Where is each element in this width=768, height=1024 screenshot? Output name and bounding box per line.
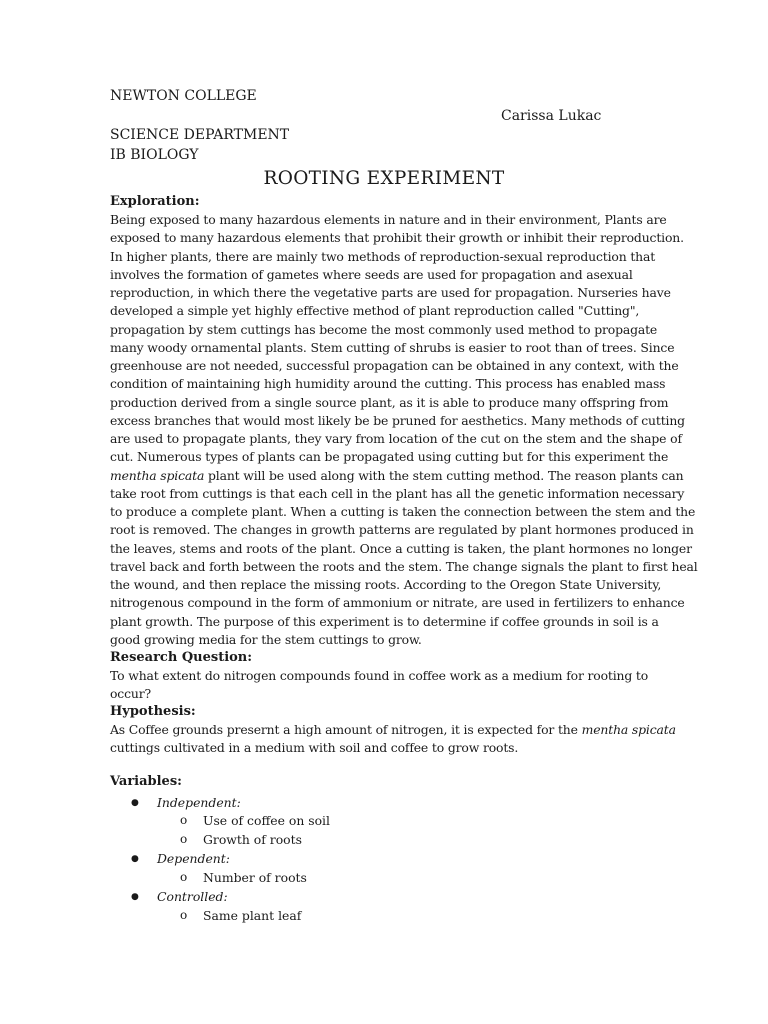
document-title: ROOTING EXPERIMENT — [263, 168, 505, 189]
exploration-line: plant growth. The purpose of this experiment is to determine if coffee grounds in soil is a — [110, 613, 659, 629]
exploration-line-text: plant will be used along with the stem cutting method. The reason plants can — [208, 467, 684, 483]
sub-bullet-icon: o — [180, 908, 188, 922]
hypothesis-species-italic: mentha spicata — [581, 722, 676, 737]
course-name: IB BIOLOGY — [110, 147, 199, 163]
hypothesis-line: cuttings cultivated in a medium with soil and coffee to grow roots. — [110, 740, 519, 756]
exploration-line: cut. Numerous types of plants can be propagated using cutting but for this experiment the — [110, 449, 669, 465]
exploration-line: greenhouse are not needed, successful propagation can be obtained in any context, with the — [110, 358, 679, 373]
controlled-item: Same plant leaf — [203, 908, 302, 923]
bullet-icon: ● — [131, 854, 139, 864]
bullet-icon: ● — [131, 798, 139, 808]
exploration-line: many woody ornamental plants. Stem cutting of shrubs is easier to root than of trees. Since — [110, 339, 675, 355]
dependent-item: Number of roots — [203, 870, 307, 885]
exploration-line: good growing media for the stem cuttings to grow. — [110, 631, 422, 647]
exploration-line: condition of maintaining high humidity around the cutting. This process has enabled mass — [110, 376, 666, 392]
exploration-line: nitrogenous compound in the form of ammonium or nitrate, are used in fertilizers to enhance — [110, 595, 685, 611]
hypothesis-line — [110, 721, 676, 739]
exploration-line: Being exposed to many hazardous elements in nature and in their environment, Plants are — [110, 212, 667, 227]
exploration-line: travel back and forth between the roots and the stem. The change signals the plant to first heal — [110, 558, 698, 574]
sub-bullet-icon: o — [180, 832, 188, 846]
dependent-label: Dependent: — [157, 851, 230, 866]
independent-item: Growth of roots — [203, 832, 302, 847]
research-question-body — [110, 667, 670, 704]
author-name: Carissa Lukac — [501, 108, 602, 124]
research-question-line: To what extent do nitrogen compounds found in coffee work as a medium for rooting to — [110, 668, 649, 683]
department-name: SCIENCE DEPARTMENT — [110, 127, 290, 143]
exploration-heading: Exploration: — [110, 194, 200, 209]
exploration-line: to produce a complete plant. When a cutting is taken the connection between the stem and the — [110, 504, 696, 519]
exploration-line: excess branches that would most likely be be pruned for aesthetics. Many methods of cutting — [110, 412, 685, 428]
species-name-italic: mentha spicata — [110, 467, 205, 483]
sub-bullet-icon: o — [180, 813, 188, 827]
bullet-icon: ● — [131, 892, 139, 902]
exploration-line: reproduction, in which there the vegetative parts are used for propagation. Nurseries have — [110, 285, 671, 300]
exploration-body — [110, 211, 698, 649]
exploration-line: involves the formation of gametes where seeds are used for propagation and asexual — [110, 266, 633, 282]
sub-bullet-icon: o — [180, 870, 188, 884]
exploration-line: the leaves, stems and roots of the plant. Once a cutting is taken, the plant hormones no longer — [110, 540, 692, 556]
independent-item: Use of coffee on soil — [203, 813, 330, 828]
exploration-line: production derived from a single source plant, as it is able to produce many offspring from — [110, 394, 669, 410]
independent-label: Independent: — [157, 795, 241, 810]
exploration-line — [110, 467, 684, 485]
research-question-line: occur? — [110, 686, 151, 702]
hypothesis-line-text: As Coffee grounds presernt a high amount of nitrogen, it is expected for the — [110, 722, 578, 737]
controlled-label: Controlled: — [157, 889, 228, 904]
exploration-line: the wound, and then replace the missing roots. According to the Oregon State University, — [110, 577, 662, 592]
exploration-line: root is removed. The changes in growth patterns are regulated by plant hormones produced in — [110, 522, 694, 538]
research-question-heading: Research Question: — [110, 650, 253, 665]
exploration-line: propagation by stem cuttings has become the most commonly used method to propagate — [110, 321, 658, 337]
exploration-line: exposed to many hazardous elements that prohibit their growth or inhibit their reproduction. — [110, 230, 684, 246]
exploration-line: are used to propagate plants, they vary from location of the cut on the stem and the shape of — [110, 431, 682, 446]
exploration-line: developed a simple yet highly effective method of plant reproduction called "Cutting", — [110, 303, 640, 319]
exploration-line: In higher plants, there are mainly two methods of reproduction-sexual reproduction that — [110, 248, 656, 264]
hypothesis-heading: Hypothesis: — [110, 704, 196, 719]
hypothesis-body — [110, 721, 676, 758]
school-name: NEWTON COLLEGE — [110, 88, 257, 104]
exploration-line: take root from cuttings is that each cell in the plant has all the genetic information necessary — [110, 485, 685, 501]
variables-heading: Variables: — [110, 774, 182, 789]
